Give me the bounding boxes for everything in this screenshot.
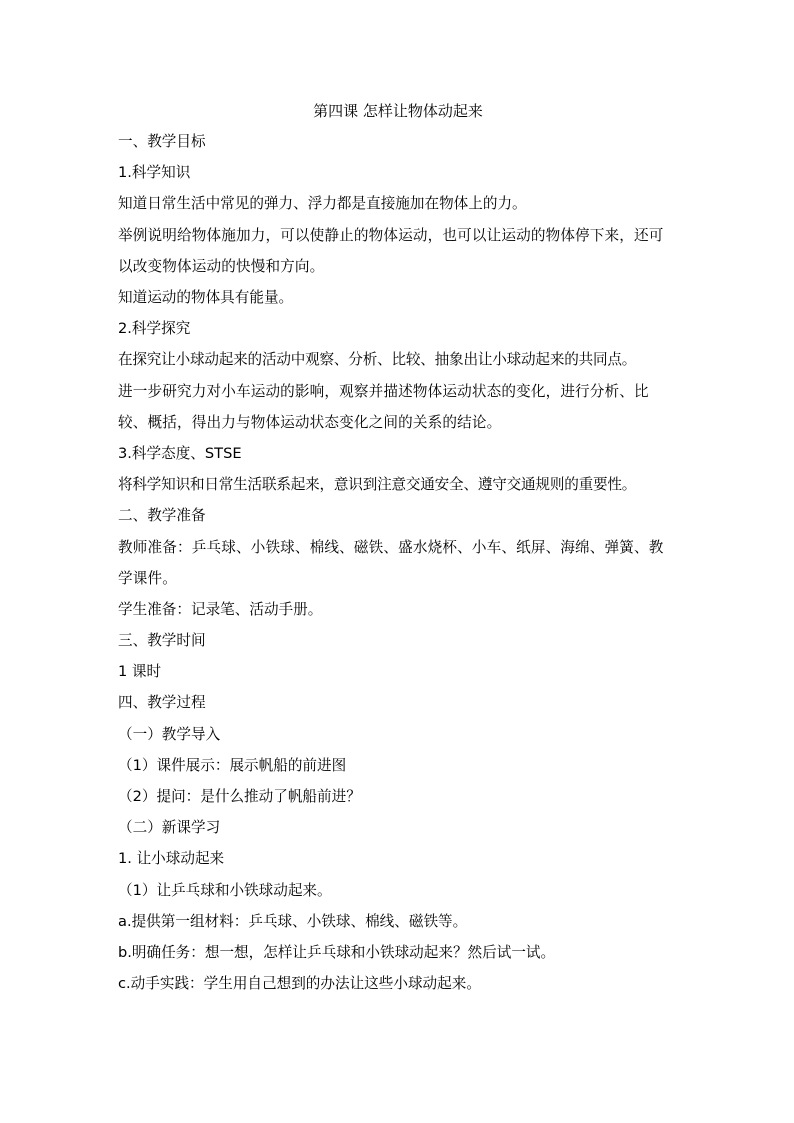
paragraph: 知道运动的物体具有能量。 [118, 288, 294, 306]
list-item: （2）提问：是什么推动了帆船前进？ [118, 788, 361, 806]
subheading-introduction: （一）教学导入 [118, 725, 221, 743]
paragraph: 学生准备：记录笔、活动手册。 [118, 600, 323, 618]
paragraph: 举例说明给物体施加力，可以使静止的物体运动，也可以让运动的物体停下来，还可以改变物体运动的快慢和方向。 [118, 226, 664, 275]
paragraph: 教师准备：乒乓球、小铁球、棉线、磁铁、盛水烧杯、小车、纸屏、海绵、弹簧、教学课件。 [118, 538, 664, 587]
paragraph: 在探究让小球动起来的活动中观察、分析、比较、抽象出让小球动起来的共同点。 [118, 351, 637, 369]
list-item: a.提供第一组材料：乒乓球、小铁球、棉线、磁铁等。 [118, 912, 468, 930]
paragraph: 知道日常生活中常见的弹力、浮力都是直接施加在物体上的力。 [118, 195, 527, 213]
subheading-inquiry: 2.科学探究 [118, 320, 191, 338]
section-heading-time: 三、教学时间 [118, 632, 206, 650]
paragraph: 1 课时 [118, 663, 162, 681]
section-heading-preparation: 二、教学准备 [118, 507, 206, 525]
subheading-attitude: 3.科学态度、STSE [118, 444, 242, 462]
list-item: b.明确任务：想一想，怎样让乒乓球和小铁球动起来？然后试一试。 [118, 943, 556, 961]
list-item: （1）课件展示：展示帆船的前进图 [118, 756, 347, 774]
list-item: 1. 让小球动起来 [118, 850, 225, 868]
subheading-knowledge: 1.科学知识 [118, 164, 191, 182]
section-heading-objectives: 一、教学目标 [118, 133, 206, 150]
list-item: c.动手实践：学生用自己想到的办法让这些小球动起来。 [118, 975, 481, 993]
paragraph: 进一步研究力对小车运动的影响，观察并描述物体运动状态的变化，进行分析、比较、概括，得出力与物体运动状态变化之间的关系的结论。 [118, 382, 649, 431]
paragraph: 将科学知识和日常生活联系起来，意识到注意交通安全、遵守交通规则的重要性。 [118, 476, 637, 494]
document-body [118, 96, 678, 999]
list-item: （1）让乒乓球和小铁球动起来。 [118, 881, 332, 899]
subheading-new-lesson: （二）新课学习 [118, 819, 221, 837]
lesson-title: 第四课 怎样让物体动起来 [313, 102, 483, 120]
section-heading-process: 四、教学过程 [118, 694, 206, 712]
